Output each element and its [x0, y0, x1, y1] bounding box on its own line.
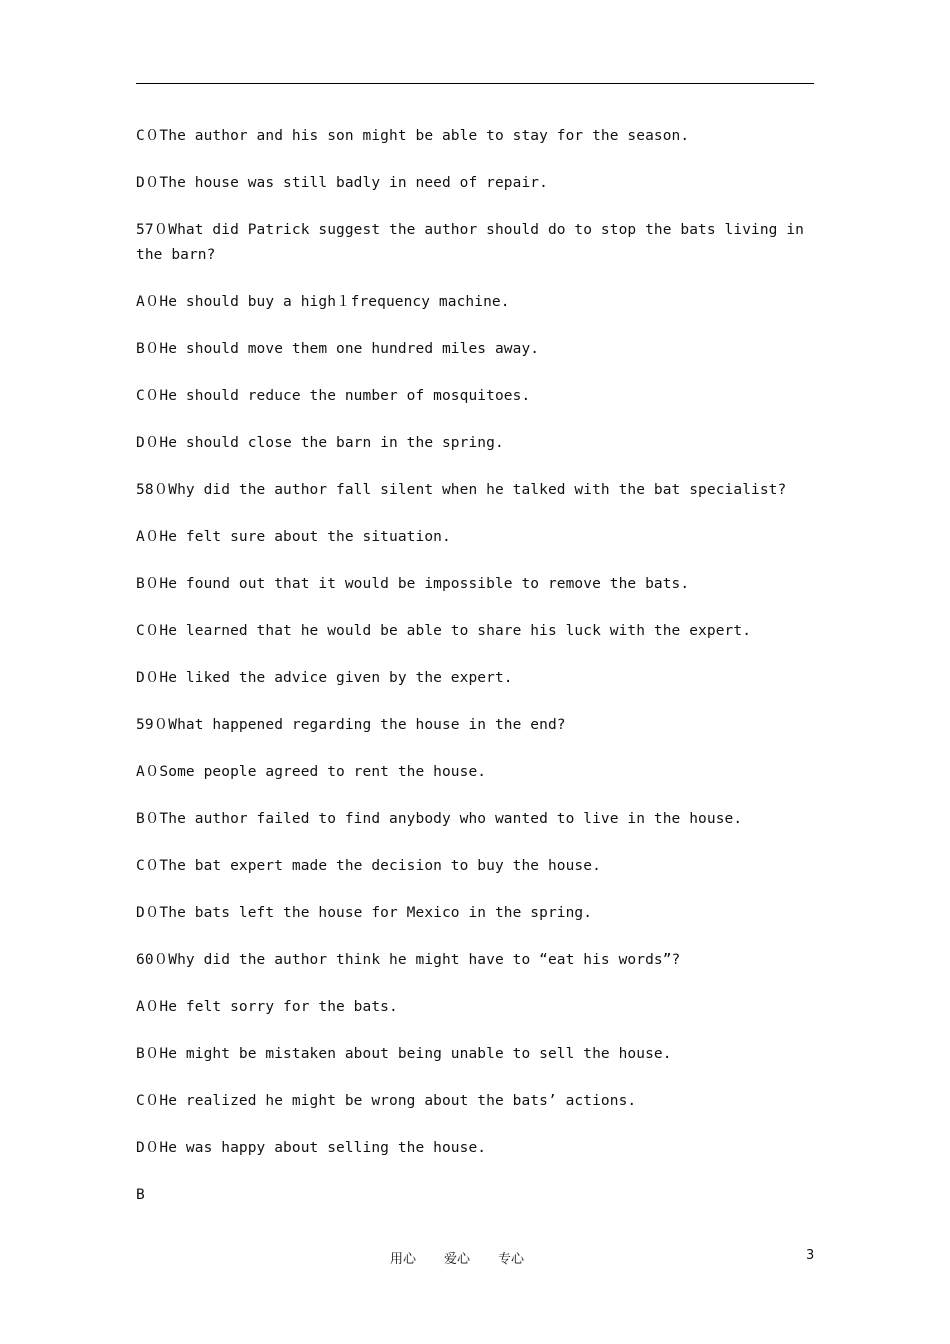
footer-word: 用心	[390, 1252, 417, 1267]
footer-word: 专心	[498, 1252, 525, 1267]
header-rule	[136, 83, 814, 84]
option-d-58: D０He liked the advice given by the expert.	[136, 670, 513, 686]
option-d-60: D０He was happy about selling the house.	[136, 1140, 487, 1156]
option-b-59: B０The author failed to find anybody who wanted to live in the house.	[136, 811, 743, 827]
footer-word: 爱心	[444, 1252, 471, 1267]
question-59: 59０What happened regarding the house in the end?	[136, 717, 566, 733]
option-a-59: A０Some people agreed to rent the house.	[136, 764, 487, 780]
option-c-60: C０He realized he might be wrong about the bats’ actions.	[136, 1093, 637, 1109]
option-a-60: A０He felt sorry for the bats.	[136, 999, 398, 1015]
option-d-56: D０The house was still badly in need of repair.	[136, 175, 548, 191]
option-a-57: A０He should buy a high１frequency machine.	[136, 294, 510, 310]
footer-motto	[390, 1248, 550, 1267]
document-body	[136, 124, 804, 1230]
page-number: 3	[806, 1248, 815, 1263]
section-label: B	[136, 1187, 145, 1203]
option-b-57: B０He should move them one hundred miles away.	[136, 341, 540, 357]
option-b-58: B０He found out that it would be impossible to remove the bats.	[136, 576, 690, 592]
question-57: 57０What did Patrick suggest the author should do to stop the bats living in the barn?	[136, 222, 804, 263]
option-a-58: A０He felt sure about the situation.	[136, 529, 451, 545]
option-c-58: C０He learned that he would be able to share his luck with the expert.	[136, 623, 752, 639]
option-c-59: C０The bat expert made the decision to buy the house.	[136, 858, 601, 874]
question-58: 58０Why did the author fall silent when he talked with the bat specialist?	[136, 482, 787, 498]
page-footer	[0, 1248, 950, 1268]
question-60: 60０Why did the author think he might have to “eat his words”?	[136, 952, 681, 968]
option-c-57: C０He should reduce the number of mosquitoes.	[136, 388, 531, 404]
option-b-60: B０He might be mistaken about being unable to sell the house.	[136, 1046, 672, 1062]
option-d-59: D０The bats left the house for Mexico in the spring.	[136, 905, 593, 921]
option-c-56: C０The author and his son might be able to stay for the season.	[136, 128, 690, 144]
option-d-57: D０He should close the barn in the spring.	[136, 435, 504, 451]
